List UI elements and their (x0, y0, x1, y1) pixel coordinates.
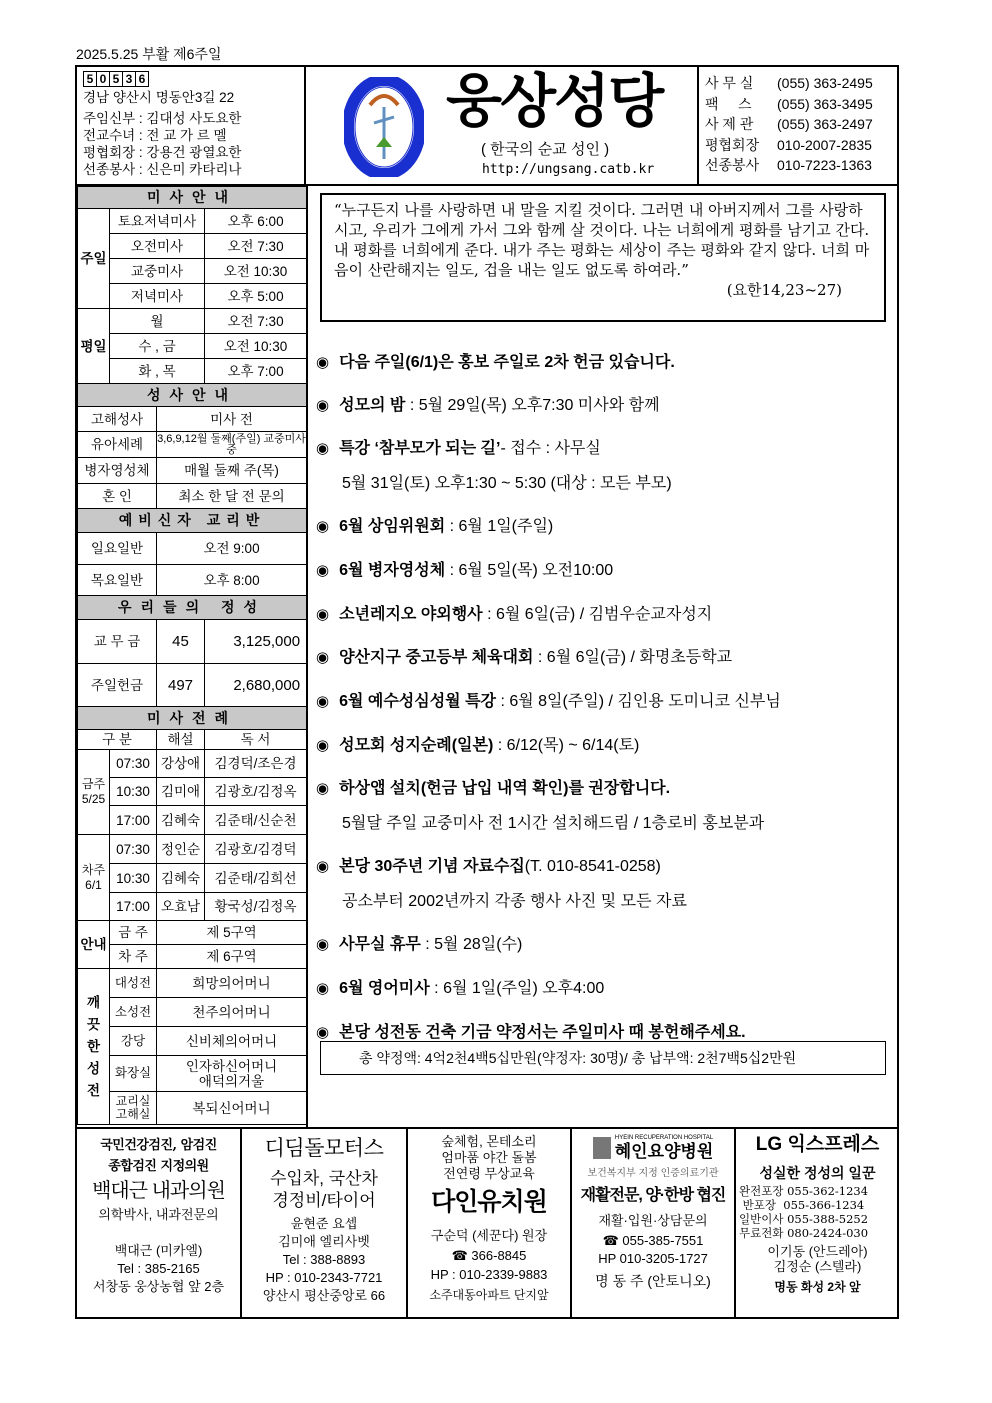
sacrament-info: 최소 한 달 전 문의 (157, 484, 307, 509)
sacrament-info: 매월 둘째 주(목) (157, 458, 307, 484)
ad-motors (242, 1129, 408, 1319)
guide-district: 제 5구역 (157, 921, 307, 945)
ad-text: 윤현준 요셉 (290, 1216, 358, 1231)
mass-name: 토요저녁미사 (110, 209, 205, 234)
quote-text: “누구든지 나를 사랑하면 내 말을 지킬 것이다. 그러면 내 아버지께서 그를 사랑하시고, 우리가 그에게 가서 그와 함께 살 것이다. 나는 너희에게 평화를 남기고 간다. 내 평화를 너희에게 준다. 내가 주는 평화는 세상이 주는 평화와 같지 않다. 너희 마음이 산란해지는 일도, 겁을 내는 일도 없도록 하여라.” (334, 201, 870, 279)
schedule-table (77, 186, 307, 1125)
ad-text: ☎ 055-385-7551 (602, 1233, 704, 1248)
announcement-detail: - 접수 : 사무실 (500, 440, 601, 457)
contact-row (705, 114, 893, 135)
mass-name: 저녁미사 (110, 284, 205, 309)
cleaning-area: 강당 (110, 1027, 157, 1056)
ad-name: 혜인요양병원 (614, 1142, 714, 1161)
announcement-title: 본당 성전동 건축 기금 약정서는 주일미사 때 봉헌해주세요. (339, 1024, 746, 1041)
cleaning-area: 소성전 (110, 998, 157, 1027)
bulletin-date: 2025.5.25 부활 제6주일 (76, 46, 222, 62)
ad-name: 다인유치원 (431, 1188, 547, 1216)
contact-row (705, 73, 893, 94)
liturgy-header: 미사전례 (78, 707, 307, 730)
contact-list (699, 67, 899, 185)
ad-text: 보건복지부 지정 인증의료기관 (587, 1168, 719, 1179)
commentator: 정인순 (157, 835, 205, 864)
contact-number: 010-2007-2835 (777, 136, 872, 153)
mass-time: 오전 10:30 (205, 334, 307, 359)
announcement-item (316, 517, 553, 537)
offering-type: 교 무 금 (78, 620, 157, 664)
mass-time: 오후 7:00 (205, 359, 307, 384)
bullet-icon: ◉ (316, 693, 330, 710)
contact-row (705, 94, 893, 115)
ad-text: 055-388-5252 (787, 1212, 869, 1226)
announcement-title: 양산지구 중고등부 체육대회 (339, 649, 538, 666)
masthead (306, 67, 699, 185)
announcement-detail: : 6/12(목) ~ 6/14(토) (497, 737, 640, 754)
mass-name: 화 , 목 (110, 359, 205, 384)
sacrament-header: 성사안내 (78, 384, 307, 407)
announcement-title: 다음 주일(6/1)은 홍보 주일로 2차 헌금 있습니다. (339, 354, 675, 371)
bullet-icon: ◉ (316, 397, 330, 414)
ad-text: 무료전화 (739, 1226, 784, 1240)
ad-text: 김미애 엘리사벳 (278, 1234, 370, 1249)
bullet-icon: ◉ (316, 858, 330, 875)
ad-text: 서창동 웅상농협 앞 2층 (92, 1279, 225, 1294)
ad-text: 재활전문, 양·한방 협진 (580, 1187, 726, 1204)
ad-text: 055-366-1234 (783, 1198, 865, 1212)
announcement-detail: : 5월 29일(목) 오후7:30 미사와 함께 (409, 397, 660, 414)
class-name: 목요일반 (78, 565, 157, 596)
mass-time: 오전 7:30 (205, 309, 307, 334)
announcement-item (316, 353, 675, 373)
ad-text: 055-362-1234 (787, 1184, 869, 1198)
pledge-summary: 총 약정액: 4억2천4백5십만원(약정자: 30명)/ 총 납부액: 2천7백5십2만원 (320, 1041, 886, 1075)
announcement-item (316, 1023, 746, 1043)
cleaning-label: 깨끗한성전 (78, 969, 110, 1125)
mass-time: 오전 10:30 (205, 259, 307, 284)
bullet-icon: ◉ (316, 518, 330, 535)
ad-text: 국민건강검진, 암검진 (100, 1138, 217, 1153)
announcement-title: 6월 예수성심성월 특강 (339, 693, 501, 710)
ad-name: 백대근 내과의원 (92, 1180, 225, 1202)
ad-text: Tel : 385-2165 (117, 1261, 200, 1276)
bullet-icon: ◉ (316, 354, 330, 371)
sacrament-name: 병자영성체 (78, 458, 157, 484)
left-column (77, 186, 306, 1125)
address: 경남 양산시 명동안3길 22 (83, 90, 235, 105)
staff-line: 주임신부 : 김대성 사도요한 (83, 111, 242, 126)
ad-text: 소주대동아파트 단지앞 (429, 1288, 549, 1302)
offering-type: 주일헌금 (78, 664, 157, 707)
ad-name: LG 익스프레스 (755, 1134, 880, 1155)
announcement-title: 성모의 밤 (339, 397, 410, 414)
guide-label: 안내 (78, 921, 110, 969)
parish-url[interactable]: http://ungsang.catb.kr (482, 162, 655, 177)
sacrament-info: 미사 전 (157, 407, 307, 432)
contact-number: (055) 363-3495 (777, 95, 873, 112)
parish-info (77, 67, 306, 185)
ad-text: HP : 010-2343-7721 (265, 1270, 383, 1285)
liturgy-time: 07:30 (110, 835, 157, 864)
ad-text: HP 010-3205-1727 (598, 1251, 708, 1266)
ad-text: 김정순 (스텔라) (773, 1259, 862, 1274)
announcement-item (316, 605, 712, 625)
parish-subtitle: ( 한국의 순교 성인 ) (481, 141, 610, 158)
announcement-item (316, 935, 522, 955)
offering-count: 497 (157, 664, 205, 707)
offering-header: 우리들의 정성 (78, 596, 307, 620)
offering-count: 45 (157, 620, 205, 664)
announcement-subline: 5월달 주일 교중미사 전 1시간 설치해드림 / 1층로비 홍보분과 (342, 815, 765, 832)
announcement-detail: : 6월 8일(주일) / 김인용 도미니코 신부님 (500, 693, 781, 710)
offering-amount: 3,125,000 (205, 620, 307, 664)
class-time: 오후 8:00 (157, 565, 307, 596)
ad-text: 구순덕 (세꾼다) 원장 (430, 1228, 548, 1243)
ad-kindergarten (408, 1129, 572, 1319)
ad-text: 전연령 무상교육 (443, 1166, 535, 1181)
bullet-icon: ◉ (316, 936, 330, 953)
ad-phone-row (739, 1226, 899, 1240)
announcement-title: 하상앱 설치(헌금 납입 내역 확인)를 권장합니다. (339, 780, 671, 797)
announcement-title: 특강 ‘참부모가 되는 길’ (339, 440, 501, 457)
ad-text: 명 동 주 (안토니오) (595, 1273, 711, 1289)
bullet-icon: ◉ (316, 562, 330, 579)
announcement-title: 6월 상임위원회 (339, 518, 450, 535)
readers: 김광호/김정옥 (205, 778, 307, 806)
bullet-icon: ◉ (316, 1024, 330, 1041)
ad-text: HYEIN RECUPERATION HOSPITAL (614, 1135, 714, 1141)
mass-schedule-header: 미사안내 (78, 187, 307, 209)
mass-time: 오후 6:00 (205, 209, 307, 234)
sacrament-name: 유아세례 (78, 432, 157, 458)
contact-row (705, 155, 893, 176)
ad-text: 이기동 (안드레아) (767, 1244, 868, 1259)
contact-label: 사 무 실 (705, 75, 754, 91)
announcement-item (316, 648, 732, 668)
cleaning-group: 복되신어머니 (157, 1092, 307, 1125)
announcement-item (316, 396, 660, 416)
ad-text: 엄마품 야간 돌봄 (441, 1150, 537, 1165)
ad-hospital (572, 1129, 736, 1319)
announcement-item (316, 979, 604, 999)
ad-text: 종합검진 지정의원 (108, 1159, 209, 1174)
liturgy-time: 10:30 (110, 778, 157, 806)
mass-name: 수 , 금 (110, 334, 205, 359)
cleaning-area: 화장실 (110, 1056, 157, 1092)
staff-line: 전교수녀 : 전 교 가 르 멜 (83, 128, 227, 143)
contact-label: 사 제 관 (705, 116, 754, 132)
bullet-icon: ◉ (316, 980, 330, 997)
ad-moving (736, 1129, 899, 1319)
announcement-item (316, 779, 670, 799)
parish-title: 웅상성당 (446, 69, 663, 134)
liturgy-time: 17:00 (110, 806, 157, 835)
ad-text: Tel : 388-8893 (282, 1252, 366, 1267)
class-time: 오전 9:00 (157, 533, 307, 565)
cleaning-group: 인자하신어머니 애덕의거울 (157, 1056, 307, 1092)
commentator: 오효남 (157, 893, 205, 921)
scripture-quote (320, 193, 886, 322)
cleaning-group: 신비체의어머니 (157, 1027, 307, 1056)
ad-text: 백대근 (미카엘) (114, 1243, 203, 1258)
week-label: 차주 6/1 (78, 835, 110, 921)
readers: 황국성/김정옥 (205, 893, 307, 921)
readers: 김경덕/조은경 (205, 750, 307, 778)
ad-text: 일반이사 (739, 1212, 784, 1226)
announcement-item (316, 439, 601, 459)
hospital-logo-icon (593, 1137, 611, 1159)
liturgy-time: 10:30 (110, 864, 157, 893)
zip-code (83, 70, 298, 89)
ad-text: ☎ 366-8845 (451, 1248, 527, 1263)
zip-digit: 3 (122, 71, 136, 87)
staff-line: 평협회장 : 강용건 광열요한 (83, 145, 242, 160)
quote-reference: (요한14,23~27) (726, 281, 842, 299)
cleaning-group: 천주의어머니 (157, 998, 307, 1027)
ad-text: 숲체험, 몬테소리 (441, 1134, 537, 1149)
ad-text: HP : 010-2339-9883 (430, 1267, 548, 1282)
zip-digit: 6 (135, 71, 149, 87)
ad-phone-row (739, 1184, 899, 1198)
contact-label: 평협회장 (705, 136, 760, 153)
ad-text: 경정비/타이어 (272, 1191, 376, 1210)
ad-phone-row (739, 1198, 899, 1212)
cleaning-area: 대성전 (110, 969, 157, 998)
announcement-subline: 5월 31일(토) 오후1:30 ~ 5:30 (대상 : 모든 부모) (342, 475, 672, 492)
parish-logo-icon (344, 77, 424, 177)
zip-digit: 5 (83, 71, 97, 87)
announcement-detail: : 6월 5일(목) 오전10:00 (449, 562, 614, 579)
announcement-detail: : 6월 6일(금) / 김범우순교자성지 (487, 606, 713, 623)
contact-number: 010-7223-1363 (777, 157, 872, 173)
mass-name: 교중미사 (110, 259, 205, 284)
ad-text: 080-2424-030 (787, 1226, 869, 1240)
announcement-subline: 공소부터 2002년까지 각종 행사 사진 및 모든 자료 (342, 893, 687, 910)
column-header: 구 분 (78, 730, 157, 750)
column-header: 해설 (157, 730, 205, 750)
announcement-detail: (T. 010-8541-0258) (524, 858, 661, 875)
bullet-icon: ◉ (316, 606, 330, 623)
ad-slogan: 성실한 정성의 일꾼 (759, 1165, 876, 1181)
ad-text: 의학박사, 내과전문의 (98, 1207, 219, 1222)
announcement-detail: : 5월 28일(수) (425, 936, 523, 953)
liturgy-time: 17:00 (110, 893, 157, 921)
cleaning-area: 교리실 고해실 (110, 1092, 157, 1125)
contact-number: (055) 363-2495 (777, 75, 873, 91)
ad-phone-row (739, 1212, 899, 1226)
announcement-item (316, 736, 639, 756)
ad-text: 반포장 (742, 1198, 776, 1212)
bullet-icon: ◉ (316, 780, 330, 797)
bullet-icon: ◉ (316, 440, 330, 457)
divider (306, 186, 308, 1128)
guide-week: 금 주 (110, 921, 157, 945)
week-label: 금주 5/25 (78, 750, 110, 835)
sacrament-name: 고해성사 (78, 407, 157, 432)
commentator: 김미애 (157, 778, 205, 806)
readers: 김준태/김희선 (205, 864, 307, 893)
announcement-title: 6월 병자영성체 (339, 562, 450, 579)
catechism-header: 예비신자 교리반 (78, 509, 307, 533)
guide-week: 차 주 (110, 945, 157, 969)
announcement-item (316, 561, 613, 581)
bullet-icon: ◉ (316, 737, 330, 754)
readers: 김준태/신순천 (205, 806, 307, 835)
contact-label: 팩 스 (705, 95, 752, 112)
guide-district: 제 6구역 (157, 945, 307, 969)
sacrament-info: 3,6,9,12월 둘째(주일) 교중미사 중 (157, 432, 306, 456)
announcement-title: 본당 30주년 기념 자료수집 (339, 858, 525, 875)
commentator: 강상애 (157, 750, 205, 778)
commentator: 김혜숙 (157, 806, 205, 835)
announcement-detail: : 6월 6일(금) / 화명초등학교 (537, 649, 733, 666)
announcement-item (316, 857, 661, 877)
ad-text: 재활·입원·상담문의 (598, 1213, 708, 1228)
announcement-detail: : 6월 1일(주일) (449, 518, 554, 535)
weekday-label: 평일 (78, 309, 110, 384)
mass-time: 오후 5:00 (205, 284, 307, 309)
contact-label: 선종봉사 (705, 157, 760, 173)
offering-amount: 2,680,000 (205, 664, 307, 707)
commentator: 김혜숙 (157, 864, 205, 893)
liturgy-time: 07:30 (110, 750, 157, 778)
contact-number: (055) 363-2497 (777, 116, 873, 132)
mass-time: 오전 7:30 (205, 234, 307, 259)
contact-row (705, 135, 893, 156)
announcement-title: 6월 영어미사 (339, 980, 435, 997)
zip-digit: 5 (109, 71, 123, 87)
zip-digit: 0 (96, 71, 110, 87)
announcement-title: 사무실 휴무 (339, 936, 426, 953)
ad-name: 디딤돌모터스 (264, 1137, 384, 1160)
ad-text: 명동 화성 2차 앞 (774, 1280, 861, 1294)
mass-name: 월 (110, 309, 205, 334)
announcement-detail: : 6월 1일(주일) 오후4:00 (434, 980, 605, 997)
mass-name: 오전미사 (110, 234, 205, 259)
announcement-title: 성모회 성지순례(일본) (339, 737, 498, 754)
readers: 김광호/김경덕 (205, 835, 307, 864)
bulletin-frame (75, 65, 899, 1319)
ad-text: 양산시 평산중앙로 66 (262, 1288, 386, 1303)
ad-text: 완전포장 (739, 1184, 784, 1198)
bullet-icon: ◉ (316, 649, 330, 666)
ad-text: 수입차, 국산차 (270, 1169, 378, 1188)
sacrament-name: 혼 인 (78, 484, 157, 509)
ad-clinic (77, 1129, 242, 1319)
cleaning-group: 희망의어머니 (157, 969, 307, 998)
staff-line: 선종봉사 : 신은미 카타리나 (83, 162, 242, 177)
announcement-item (316, 692, 781, 712)
column-header: 독 서 (205, 730, 307, 750)
class-name: 일요일반 (78, 533, 157, 565)
hospital-logo (572, 1134, 734, 1162)
announcement-title: 소년레지오 야외행사 (339, 606, 488, 623)
sunday-label: 주일 (78, 209, 110, 309)
